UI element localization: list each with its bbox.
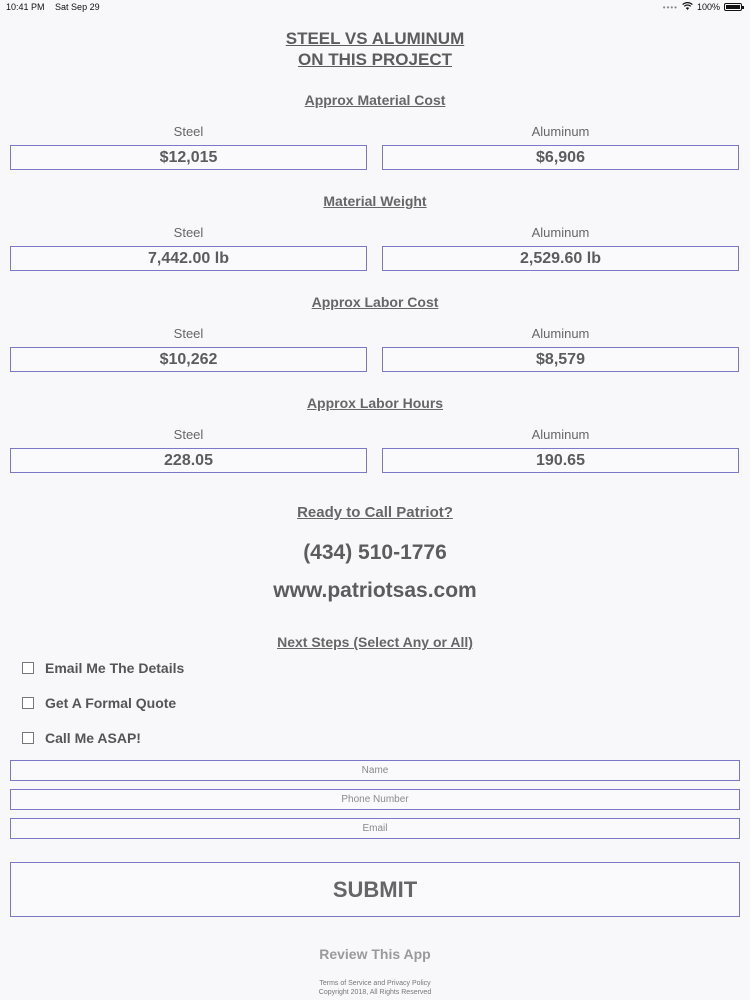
call-asap-label: Call Me ASAP!: [45, 730, 141, 746]
page-title-line1: STEEL VS ALUMINUM: [285, 29, 465, 48]
aluminum-labor-cost-value: $8,579: [382, 347, 739, 372]
next-steps-heading: Next Steps (Select Any or All): [277, 634, 473, 650]
email-details-label: Email Me The Details: [45, 660, 185, 676]
steel-material-cost-value: $12,015: [10, 145, 367, 170]
copyright-text: Copyright 2018, All Rights Reserved: [318, 989, 432, 996]
steel-label: Steel: [173, 124, 204, 139]
terms-link[interactable]: Terms of Service and Privacy Policy: [319, 980, 431, 987]
aluminum-label: Aluminum: [531, 427, 590, 442]
section-heading-material-cost: Approx Material Cost: [304, 92, 446, 108]
review-app-link[interactable]: Review This App: [319, 946, 431, 962]
name-input[interactable]: [10, 760, 740, 781]
steel-label: Steel: [173, 427, 204, 442]
submit-button[interactable]: SUBMIT: [10, 862, 740, 917]
phone-number-link[interactable]: (434) 510-1776: [303, 541, 447, 564]
status-time: 10:41 PM: [6, 2, 45, 12]
page-title: [0, 28, 750, 70]
status-date: Sat Sep 29: [55, 2, 100, 12]
steel-labor-cost-value: $10,262: [10, 347, 367, 372]
aluminum-label: Aluminum: [531, 326, 590, 341]
wifi-icon: [682, 2, 693, 12]
page-title-line2: ON THIS PROJECT: [298, 50, 452, 69]
aluminum-label: Aluminum: [531, 124, 590, 139]
website-link[interactable]: www.patriotsas.com: [273, 579, 477, 602]
steel-label: Steel: [173, 225, 204, 240]
email-input[interactable]: [10, 818, 740, 839]
section-heading-material-weight: Material Weight: [323, 193, 427, 209]
battery-icon: [724, 3, 742, 11]
aluminum-label: Aluminum: [531, 225, 590, 240]
email-details-checkbox[interactable]: [22, 662, 34, 674]
option-call-asap[interactable]: [22, 730, 141, 746]
phone-input[interactable]: [10, 789, 740, 810]
steel-label: Steel: [173, 326, 204, 341]
cta-heading: Ready to Call Patriot?: [297, 504, 453, 521]
aluminum-labor-hours-value: 190.65: [382, 448, 739, 473]
section-heading-labor-hours: Approx Labor Hours: [306, 395, 444, 411]
section-heading-labor-cost: Approx Labor Cost: [311, 294, 439, 310]
status-bar-right: [663, 2, 742, 12]
aluminum-weight-value: 2,529.60 lb: [382, 246, 739, 271]
steel-labor-hours-value: 228.05: [10, 448, 367, 473]
formal-quote-label: Get A Formal Quote: [45, 695, 177, 711]
status-bar: [0, 0, 750, 16]
steel-weight-value: 7,442.00 lb: [10, 246, 367, 271]
call-asap-checkbox[interactable]: [22, 732, 34, 744]
formal-quote-checkbox[interactable]: [22, 697, 34, 709]
aluminum-material-cost-value: $6,906: [382, 145, 739, 170]
battery-percent: 100%: [696, 2, 720, 12]
option-email-details[interactable]: [22, 660, 184, 676]
status-bar-left: [6, 2, 108, 12]
option-formal-quote[interactable]: [22, 695, 176, 711]
signal-dots-icon: ••••: [662, 2, 678, 12]
